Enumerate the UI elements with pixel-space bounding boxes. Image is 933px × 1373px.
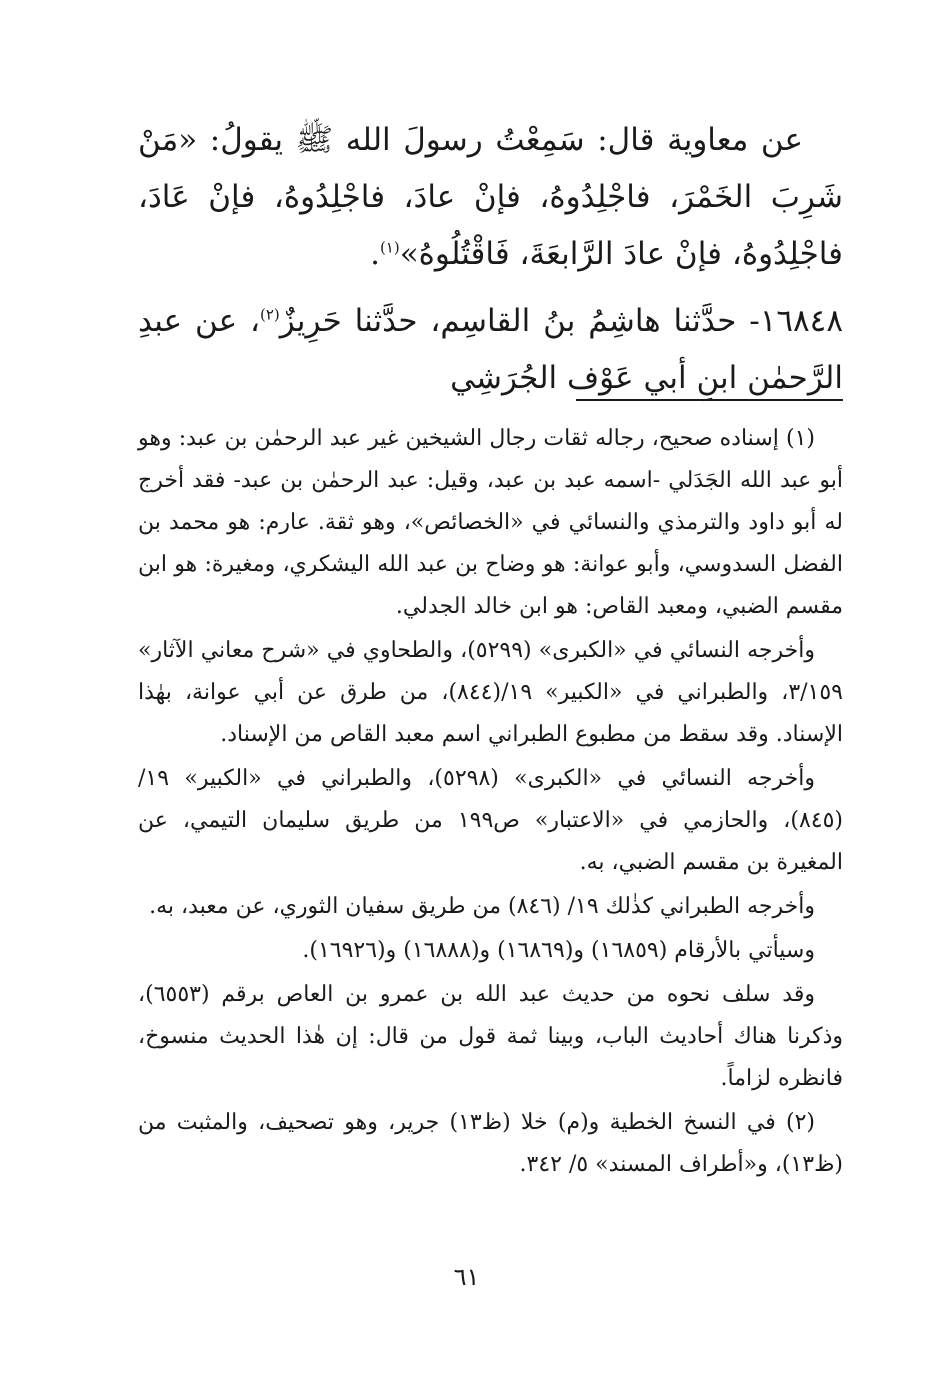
hadith-1-text: عن معاوية قال: سَمِعْتُ رسولَ الله ﷺ يقولُ: «مَنْ شَرِبَ الخَمْرَ، فاجْلِدُوهُ، فإنْ عادَ، فاجْلِدُوهُ، فإنْ عَادَ، فاجْلِدُوهُ، فإنْ عادَ الرَّابعَةَ، فَاقْتُلُوهُ» bbox=[138, 122, 843, 272]
footnotes-section bbox=[138, 418, 843, 1188]
footnote-paragraph: وأخرجه النسائي في «الكبرى» (٥٢٩٩)، والطحاوي في «شرح معاني الآثار» ٣/١٥٩، والطبراني في «الكبير» ١٩/(٨٤٤)، من طرق عن أبي عوانة، بهٰذا الإسناد. وقد سقط من مطبوع الطبراني اسم معبد القاص من الإسناد. bbox=[138, 638, 843, 747]
footnote-paragraph: وأخرجه الطبراني كذٰلك ١٩/ (٨٤٦) من طريق سفيان الثوري، عن معبد، به. bbox=[149, 894, 815, 919]
footnote-paragraph: وسيأتي بالأرقام (١٦٨٥٩) و(١٦٨٦٩) و(١٦٨٨٨) و(١٦٩٢٦). bbox=[302, 938, 815, 963]
hadith-paragraph-1 bbox=[138, 112, 843, 283]
footnote-paragraph: (٢) في النسخ الخطية و(م) خلا (ظ١٣) جرير، وهو تصحيف، والمثبت من (ظ١٣)، و«أطراف المسند» ٥/ ٣٤٢. bbox=[138, 1110, 843, 1177]
hadith-paragraph-2 bbox=[138, 293, 843, 407]
hadith-2-end: ، عن عبدِ الرَّحمٰن ابنِ أبي عَوْف الجُرَشِي bbox=[138, 303, 843, 396]
footnote-ref-2: (٢) bbox=[260, 305, 280, 324]
hadith-1-end: . bbox=[370, 236, 380, 272]
hadith-2-text: ١٦٨٤٨- حدَّثنا هاشِمُ بنُ القاسِم، حدَّثنا حَرِيزٌ bbox=[279, 303, 843, 339]
footnote-paragraph: وقد سلف نحوه من حديث عبد الله بن عمرو بن العاص برقم (٦٥٥٣)، وذكرنا هناك أحاديث الباب، وبينا ثمة قول من قال: إن هٰذا الحديث منسوخ، فانظره لزاماً. bbox=[138, 982, 843, 1091]
footnote-paragraph: وأخرجه النسائي في «الكبرى» (٥٢٩٨)، والطبراني في «الكبير» ١٩/ (٨٤٥)، والحازمي في «الاعتبار» ص١٩٩ من طريق سليمان التيمي، عن المغيرة بن مقسم الضبي، به. bbox=[138, 766, 843, 875]
page-number: ٦١ bbox=[453, 1263, 480, 1291]
footnote-ref-1: (١) bbox=[379, 238, 400, 257]
hadith-text bbox=[138, 112, 843, 417]
footnote-divider bbox=[576, 399, 843, 401]
footnote-paragraph: (١) إسناده صحيح، رجاله ثقات رجال الشيخين غير عبد الرحمٰن بن عبد: وهو أبو عبد الله الجَدَلي -اسمه عبد بن عبد، وقيل: عبد الرحمٰن بن عبد- فقد أخرج له أبو داود والترمذي والنسائي في «الخصائص»، وهو ثقة. عارم: هو محمد بن الفضل السدوسي، وأبو عوانة: هو وضاح بن عبد الله اليشكري، ومغيرة: هو ابن مقسم الضبي، ومعبد القاص: هو ابن خالد الجدلي. bbox=[138, 426, 843, 619]
